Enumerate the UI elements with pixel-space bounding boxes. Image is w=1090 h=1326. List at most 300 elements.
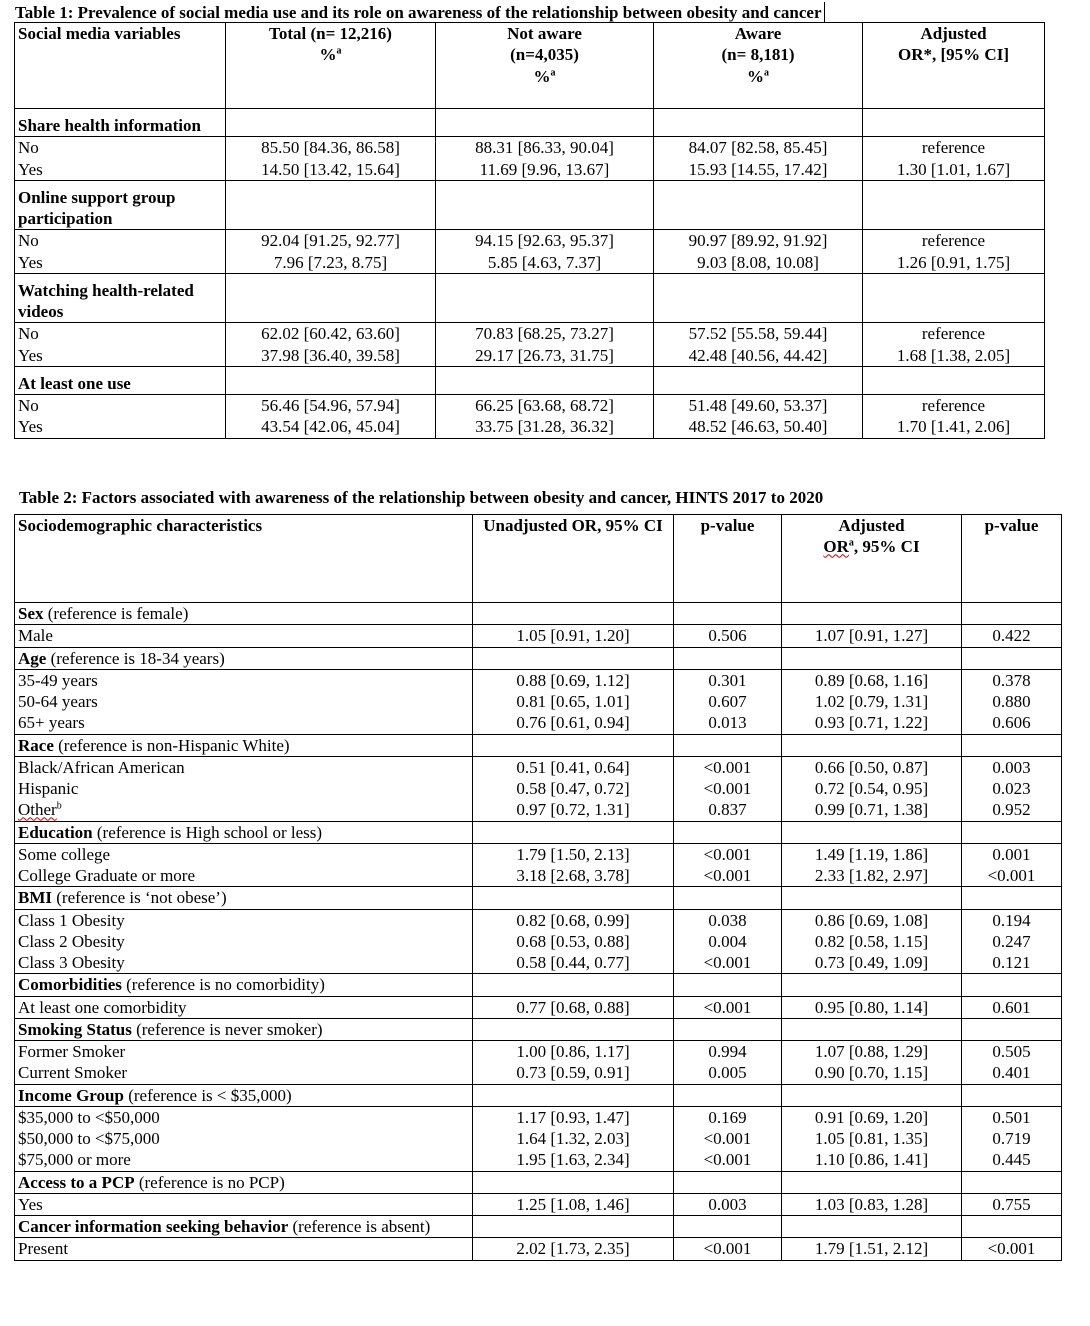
- total-cell: [226, 395, 436, 439]
- group-label: [15, 734, 473, 756]
- table-cell-line: [785, 1194, 958, 1215]
- table2-col-adjusted-p: p-value: [962, 515, 1062, 603]
- group-name: Cancer information seeking behavior: [18, 1217, 289, 1236]
- cell-text: <0.001: [703, 844, 752, 864]
- unadjusted-p-cell: [674, 909, 782, 974]
- adjusted-p-cell: [962, 1106, 1062, 1171]
- table2-col-adjusted-or: Adjusted $OR^a$, 95% CI: [782, 515, 962, 603]
- cell-text: 0.952: [992, 800, 1031, 820]
- cell-text: <0.001: [703, 1239, 752, 1259]
- empty-cell: [674, 974, 782, 996]
- empty-cell: [226, 109, 436, 137]
- group-name: Comorbidities: [18, 975, 122, 995]
- adjusted-p-cell: [962, 909, 1062, 974]
- table-cell-line: No: [18, 138, 39, 158]
- empty-cell: [674, 821, 782, 843]
- table-cell-line: [965, 625, 1058, 646]
- cell-text: 0.81 [0.65, 1.01]: [516, 692, 630, 711]
- unadjusted-or-cell: [473, 625, 674, 647]
- empty-cell: [436, 109, 654, 137]
- table-cell-line: [677, 799, 778, 820]
- cell-text: Some college: [18, 844, 111, 864]
- table2-data-row: [15, 843, 1062, 887]
- group-label: [15, 647, 473, 669]
- table1-group-row: [15, 109, 1045, 137]
- cell-text: 0.121: [992, 953, 1031, 972]
- table-cell-line: [476, 625, 670, 646]
- group-name: Race: [18, 735, 54, 755]
- table-cell-line: [476, 1149, 670, 1170]
- table-cell-line: [476, 1128, 670, 1149]
- empty-cell: [674, 647, 782, 669]
- cell-text: 0.506: [708, 626, 747, 646]
- table-cell-line: [476, 757, 670, 778]
- empty-cell: [654, 273, 863, 323]
- table-cell-line: 5.85 [4.63, 7.37]: [487, 252, 602, 272]
- table-cell-line: [18, 799, 469, 820]
- table-cell-line: [18, 1107, 469, 1128]
- adjusted-p-cell: [962, 1238, 1062, 1260]
- table-cell-line: [965, 1194, 1058, 1215]
- cell-text: <0.001: [703, 779, 752, 798]
- table-cell-line: No: [18, 396, 39, 415]
- adjusted-or-cell: [863, 230, 1045, 274]
- table1: [14, 22, 1045, 439]
- table-cell-line: 56.46 [54.96, 57.94]: [261, 396, 400, 415]
- row-label: [15, 996, 473, 1018]
- table-cell-line: [965, 1149, 1058, 1170]
- cell-text: <0.001: [987, 1239, 1036, 1259]
- empty-cell: [962, 647, 1062, 669]
- group-reference: (reference is ‘not obese’): [52, 888, 227, 908]
- unadjusted-or-cell: [473, 1193, 674, 1215]
- cell-text: Present: [18, 1239, 69, 1259]
- adjusted-or-cell: [782, 669, 962, 734]
- table-cell-line: [476, 865, 670, 886]
- table-cell-line: 37.98 [36.40, 39.58]: [261, 345, 400, 365]
- table-cell-line: [677, 1062, 778, 1083]
- table-cell-line: [677, 1107, 778, 1128]
- adjusted-or-cell: [782, 1106, 962, 1171]
- cell-text: 0.994: [708, 1042, 747, 1061]
- group-reference: (reference is absent): [288, 1217, 431, 1236]
- table-cell-line: [785, 691, 958, 712]
- table-cell-line: 29.17 [26.73, 31.75]: [475, 345, 614, 365]
- row-label: [15, 909, 473, 974]
- group-label: [15, 1018, 473, 1040]
- group-label: At least one use: [15, 366, 226, 394]
- cell-text: 1.79 [1.50, 2.13]: [516, 844, 630, 864]
- table-cell-line: [785, 1238, 958, 1259]
- cell-text: 0.89 [0.68, 1.16]: [814, 670, 929, 690]
- table-cell-line: [965, 799, 1058, 820]
- cell-text: 0.51 [0.41, 0.64]: [516, 757, 630, 777]
- table-cell-line: [18, 1041, 469, 1062]
- adjusted-p-cell: [962, 669, 1062, 734]
- empty-cell: [863, 273, 1045, 323]
- table-cell-line: [476, 1238, 670, 1259]
- table-cell-line: [677, 691, 778, 712]
- cell-text: 0.58 [0.44, 0.77]: [516, 953, 630, 972]
- table-cell-line: [965, 778, 1058, 799]
- table-cell-line: reference: [921, 231, 986, 251]
- cell-text: 0.77 [0.68, 0.88]: [516, 997, 630, 1017]
- table-cell-line: [965, 997, 1058, 1018]
- cell-text: 0.023: [992, 779, 1031, 798]
- cell-text: 1.10 [0.86, 1.41]: [814, 1150, 929, 1170]
- empty-cell: [962, 887, 1062, 909]
- table-cell-line: [965, 1107, 1058, 1128]
- group-name: Sex: [18, 604, 44, 623]
- cell-text: 1.79 [1.51, 2.12]: [814, 1239, 929, 1259]
- table-cell-line: [18, 952, 469, 973]
- table-cell-line: 9.03 [8.08, 10.08]: [697, 252, 819, 272]
- cell-text: 0.247: [992, 931, 1031, 951]
- cell-text: 1.17 [0.93, 1.47]: [516, 1107, 630, 1127]
- cell-text: 0.86 [0.69, 1.08]: [814, 910, 929, 930]
- table-cell-line: 94.15 [92.63, 95.37]: [475, 231, 614, 251]
- group-reference: (reference is 18-34 years): [46, 648, 225, 668]
- table-cell-line: [785, 844, 958, 865]
- unadjusted-p-cell: [674, 669, 782, 734]
- adjusted-or-cell: [782, 625, 962, 647]
- group-name: Access to a PCP: [18, 1172, 135, 1192]
- cell-text: 0.169: [708, 1107, 747, 1127]
- cell-text: 0.91 [0.69, 1.20]: [814, 1107, 929, 1127]
- table-cell-line: [965, 910, 1058, 931]
- table-cell-line: [965, 691, 1058, 712]
- cell-text: 0.378: [992, 670, 1031, 690]
- table2-data-row: [15, 1106, 1062, 1171]
- table-cell-line: [965, 931, 1058, 952]
- table-cell-line: [785, 931, 958, 952]
- table-cell-line: [785, 1062, 958, 1083]
- empty-cell: [436, 273, 654, 323]
- table-cell-line: 14.50 [13.42, 15.64]: [261, 159, 400, 179]
- table-cell-line: [785, 1149, 958, 1170]
- table2-data-row: [15, 1238, 1062, 1260]
- cell-text: 0.301: [708, 670, 747, 690]
- group-reference: (reference is < $35,000): [123, 1085, 292, 1105]
- cell-text: 0.607: [708, 692, 747, 711]
- cell-text: College Graduate or more: [18, 866, 196, 885]
- cell-text: 0.004: [708, 931, 747, 951]
- group-reference: (reference is High school or less): [92, 822, 323, 842]
- group-reference: (reference is no comorbidity): [121, 975, 325, 995]
- adjusted-or-cell: [863, 323, 1045, 367]
- footnote-mark: b: [56, 800, 62, 812]
- table2-group-row: [15, 974, 1062, 996]
- table-cell-line: Yes: [18, 345, 43, 365]
- empty-cell: [654, 180, 863, 230]
- table1-title: Table 1: Prevalence of social media use and its role on awareness of the relationship between obesity and cancer: [15, 2, 825, 23]
- cell-text: 0.505: [992, 1042, 1031, 1061]
- table2-data-row: [15, 909, 1062, 974]
- empty-cell: [473, 647, 674, 669]
- cell-text: 0.90 [0.70, 1.15]: [814, 1063, 929, 1083]
- table-cell-line: 66.25 [63.68, 68.72]: [475, 396, 614, 415]
- cell-text: 0.97 [0.72, 1.31]: [516, 800, 630, 820]
- group-name: BMI: [18, 888, 52, 908]
- cell-text: 3.18 [2.68, 3.78]: [516, 866, 630, 885]
- group-label: [15, 1084, 473, 1106]
- cell-text: Class 2 Obesity: [18, 931, 125, 951]
- empty-cell: [674, 1216, 782, 1238]
- table-cell-line: [785, 670, 958, 691]
- cell-text: 65+ years: [18, 713, 85, 733]
- table-cell-line: [677, 625, 778, 646]
- not-aware-cell: [436, 230, 654, 274]
- table2-group-row: [15, 734, 1062, 756]
- group-name: Age: [18, 648, 47, 668]
- table1-data-row: [15, 323, 1045, 367]
- cell-text: 0.422: [992, 626, 1031, 646]
- group-label: [15, 603, 473, 625]
- adjusted-p-cell: [962, 756, 1062, 821]
- cell-text: 0.82 [0.68, 0.99]: [516, 910, 630, 930]
- row-label: [15, 1106, 473, 1171]
- cell-text: Class 3 Obesity: [18, 953, 125, 972]
- table2-group-row: [15, 1084, 1062, 1106]
- row-label: [15, 843, 473, 887]
- empty-cell: [782, 734, 962, 756]
- table-cell-line: [965, 1062, 1058, 1083]
- empty-cell: [782, 1084, 962, 1106]
- group-reference: (reference is non-Hispanic White): [53, 735, 290, 755]
- adjusted-p-cell: [962, 1041, 1062, 1085]
- empty-cell: [962, 1171, 1062, 1193]
- table-cell-line: [965, 865, 1058, 886]
- cell-text: 0.99 [0.71, 1.38]: [814, 800, 929, 820]
- table1-group-row: [15, 273, 1045, 323]
- empty-cell: [473, 974, 674, 996]
- adjusted-p-cell: [962, 1193, 1062, 1215]
- total-cell: [226, 323, 436, 367]
- table-cell-line: [677, 1149, 778, 1170]
- table-cell-line: [18, 757, 469, 778]
- group-reference: (reference is no PCP): [134, 1172, 285, 1192]
- table-cell-line: [677, 712, 778, 733]
- table-cell-line: [18, 844, 469, 865]
- table-cell-line: [785, 799, 958, 820]
- empty-cell: [674, 887, 782, 909]
- group-name: Smoking Status: [18, 1019, 132, 1039]
- table-cell-line: reference: [921, 324, 986, 344]
- table-cell-line: [965, 712, 1058, 733]
- row-label: [15, 137, 226, 181]
- group-label: Share health information: [15, 109, 226, 137]
- table-cell-line: 7.96 [7.23, 8.75]: [273, 252, 388, 272]
- empty-cell: [962, 1216, 1062, 1238]
- adjusted-or-cell: [782, 756, 962, 821]
- table1-col-aware: Aware (n= 8,181) %$^a$: [654, 23, 863, 109]
- table2-col-unadjusted-or: Unadjusted OR, 95% CI: [473, 515, 674, 603]
- cell-text: Yes: [18, 1194, 43, 1214]
- row-label: [15, 1041, 473, 1085]
- table2-group-row: [15, 1216, 1062, 1238]
- table-cell-line: 85.50 [84.36, 86.58]: [261, 138, 400, 158]
- empty-cell: [473, 1018, 674, 1040]
- table2-group-row: [15, 1171, 1062, 1193]
- table-cell-line: [677, 670, 778, 691]
- table-cell-line: [785, 910, 958, 931]
- group-name: Income Group: [18, 1085, 124, 1105]
- empty-cell: [863, 109, 1045, 137]
- table-cell-line: [476, 670, 670, 691]
- table-cell-line: [18, 997, 469, 1018]
- cell-text: $75,000 or more: [18, 1150, 131, 1170]
- table-cell-line: [785, 625, 958, 646]
- cell-text: Black/African American: [18, 757, 185, 777]
- table-cell-line: [965, 757, 1058, 778]
- empty-cell: [782, 1171, 962, 1193]
- table-cell-line: 92.04 [91.25, 92.77]: [261, 231, 400, 251]
- table-cell-line: [18, 1238, 469, 1259]
- unadjusted-or-cell: [473, 1041, 674, 1085]
- cell-text: <0.001: [703, 1129, 752, 1148]
- table-cell-line: [18, 625, 469, 646]
- unadjusted-or-cell: [473, 909, 674, 974]
- table-cell-line: [677, 757, 778, 778]
- row-label: [15, 323, 226, 367]
- unadjusted-or-cell: [473, 996, 674, 1018]
- aware-cell: [654, 137, 863, 181]
- cell-text: 0.005: [708, 1063, 747, 1083]
- cell-text: <0.001: [703, 953, 752, 972]
- table1-col-total: Total (n= 12,216) %$^a$: [226, 23, 436, 109]
- table-cell-line: [677, 931, 778, 952]
- cell-text: 0.445: [992, 1150, 1031, 1170]
- table2-group-row: [15, 1018, 1062, 1040]
- table-cell-line: [785, 712, 958, 733]
- adjusted-p-cell: [962, 996, 1062, 1018]
- cell-text: <0.001: [703, 997, 752, 1017]
- cell-text: 0.72 [0.54, 0.95]: [814, 779, 929, 798]
- table2-group-row: [15, 821, 1062, 843]
- table2-data-row: [15, 669, 1062, 734]
- table1-data-row: [15, 230, 1045, 274]
- table-cell-line: 43.54 [42.06, 45.04]: [261, 417, 400, 437]
- group-label: [15, 1216, 473, 1238]
- cell-text: 0.755: [992, 1194, 1031, 1214]
- table-cell-line: [677, 1238, 778, 1259]
- row-label: [15, 1193, 473, 1215]
- empty-cell: [962, 1018, 1062, 1040]
- cell-text: 0.93 [0.71, 1.22]: [814, 713, 929, 733]
- table-cell-line: [785, 952, 958, 973]
- empty-cell: [473, 887, 674, 909]
- table-cell-line: [18, 691, 469, 712]
- table2-header-row: [15, 515, 1062, 603]
- row-label: [15, 230, 226, 274]
- cell-text: 0.401: [992, 1063, 1031, 1083]
- cell-text: 1.07 [0.91, 1.27]: [814, 626, 929, 646]
- table-cell-line: [785, 757, 958, 778]
- unadjusted-or-cell: [473, 1238, 674, 1260]
- cell-text: 0.88 [0.69, 1.12]: [516, 670, 630, 690]
- table-cell-line: [476, 691, 670, 712]
- unadjusted-p-cell: [674, 756, 782, 821]
- empty-cell: [674, 1018, 782, 1040]
- table-cell-line: [785, 778, 958, 799]
- cell-text: 0.880: [992, 692, 1031, 711]
- table-cell-line: 1.26 [0.91, 1.75]: [896, 252, 1011, 272]
- table1-body: [15, 109, 1045, 439]
- empty-cell: [674, 603, 782, 625]
- total-cell: [226, 230, 436, 274]
- empty-cell: [962, 974, 1062, 996]
- table-cell-line: [677, 1194, 778, 1215]
- table-cell-line: [476, 1041, 670, 1062]
- table-cell-line: [18, 1194, 469, 1215]
- table2-group-row: [15, 647, 1062, 669]
- unadjusted-p-cell: [674, 996, 782, 1018]
- cell-text: 0.501: [992, 1107, 1031, 1127]
- cell-text: 2.33 [1.82, 2.97]: [814, 866, 929, 885]
- table-cell-line: 62.02 [60.42, 63.60]: [261, 324, 400, 344]
- group-label: Online support group participation: [15, 180, 226, 230]
- adjusted-p-cell: [962, 843, 1062, 887]
- table-cell-line: [18, 778, 469, 799]
- table-cell-line: [965, 1238, 1058, 1259]
- table1-header-row: [15, 23, 1045, 109]
- adjusted-or-cell: [863, 395, 1045, 439]
- empty-cell: [674, 734, 782, 756]
- table-cell-line: 48.52 [46.63, 50.40]: [688, 417, 828, 437]
- table-cell-line: [18, 670, 469, 691]
- empty-cell: [962, 821, 1062, 843]
- cell-text: 0.73 [0.59, 0.91]: [516, 1063, 630, 1083]
- table-cell-line: [476, 952, 670, 973]
- unadjusted-p-cell: [674, 1041, 782, 1085]
- table2-data-row: [15, 625, 1062, 647]
- table-cell-line: No: [18, 324, 39, 344]
- table-cell-line: [785, 1041, 958, 1062]
- table1-group-row: [15, 366, 1045, 394]
- table-cell-line: [18, 1062, 469, 1083]
- table-cell-line: 70.83 [68.25, 73.27]: [475, 324, 614, 344]
- table-cell-line: [677, 997, 778, 1018]
- cell-text: Former Smoker: [18, 1042, 126, 1061]
- cell-text: 1.07 [0.88, 1.29]: [814, 1042, 929, 1061]
- empty-cell: [782, 647, 962, 669]
- table-cell-line: [476, 1062, 670, 1083]
- empty-cell: [473, 821, 674, 843]
- row-label: [15, 756, 473, 821]
- table-cell-line: [677, 952, 778, 973]
- adjusted-or-cell: [782, 1041, 962, 1085]
- adjusted-or-cell: [782, 996, 962, 1018]
- group-label: [15, 887, 473, 909]
- table-cell-line: [677, 910, 778, 931]
- empty-cell: [674, 1171, 782, 1193]
- unadjusted-or-cell: [473, 756, 674, 821]
- cell-text: 0.719: [992, 1129, 1031, 1148]
- cell-text: $50,000 to <$75,000: [18, 1129, 160, 1148]
- empty-cell: [436, 366, 654, 394]
- unadjusted-or-cell: [473, 669, 674, 734]
- table1-data-row: [15, 137, 1045, 181]
- cell-text: 0.606: [992, 713, 1031, 733]
- cell-text: 0.837: [708, 800, 747, 820]
- cell-text: 2.02 [1.73, 2.35]: [516, 1239, 630, 1259]
- table-cell-line: 1.68 [1.38, 2.05]: [896, 345, 1011, 365]
- unadjusted-p-cell: [674, 1106, 782, 1171]
- cell-text: 0.003: [708, 1194, 747, 1214]
- table2: [14, 514, 1062, 1261]
- table-cell-line: [476, 1194, 670, 1215]
- table-cell-line: [18, 910, 469, 931]
